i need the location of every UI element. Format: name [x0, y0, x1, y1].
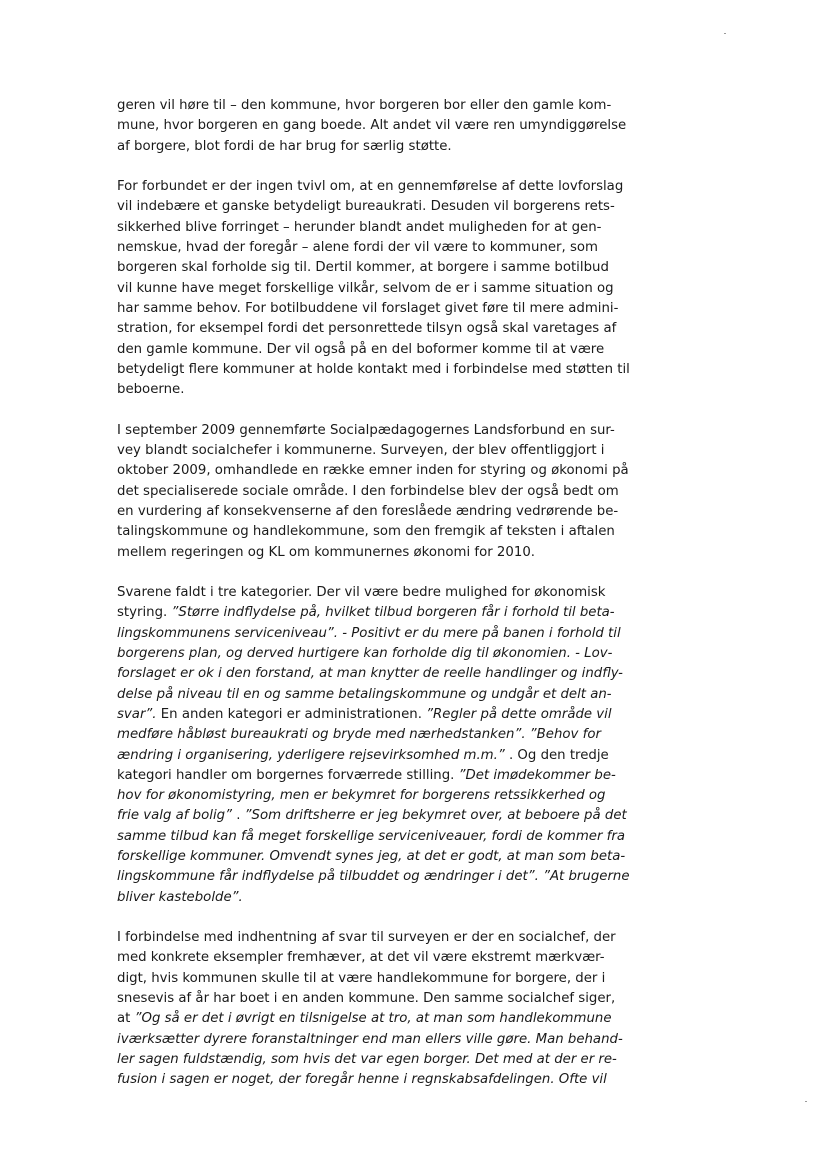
text-line — [117, 299, 677, 319]
italic-quote-segment: ”Det imødekommer be- — [458, 767, 616, 783]
scan-speck — [805, 1101, 807, 1102]
text-line — [117, 177, 677, 197]
text-segment: styring. — [117, 605, 172, 621]
text-line — [117, 461, 677, 481]
text-line — [117, 685, 677, 705]
italic-quote-segment: samme tilbud kan få meget forskellige serviceniveauer, fordi de kommer fra — [117, 828, 625, 844]
text-line — [117, 258, 677, 278]
italic-quote-segment: ler sagen fuldstændig, som hvis det var egen borger. Det med at der er re- — [117, 1051, 617, 1067]
paragraph — [117, 421, 677, 563]
text-segment: vil kunne have meget forskellige vilkår, selvom de er i samme situation og — [117, 280, 614, 296]
italic-quote-segment: fusion i sagen er noget, der foregår henne i regnskabsafdelingen. Ofte vil — [117, 1072, 607, 1088]
text-segment: For forbundet er der ingen tvivl om, at en gennemførelse af dette lovforslag — [117, 179, 624, 195]
text-segment: . — [231, 808, 245, 824]
text-line — [117, 888, 677, 908]
text-line — [117, 1070, 677, 1090]
italic-quote-segment: iværksætter dyrere foranstaltninger end man ellers ville gøre. Man behand- — [117, 1031, 623, 1047]
text-segment: det specialiserede sociale område. I den forbindelse blev der også bedt om — [117, 483, 619, 499]
text-line — [117, 644, 677, 664]
text-line — [117, 197, 677, 217]
scan-speck — [724, 33, 726, 34]
italic-quote-segment: ”Som driftsherre er jeg bekymret over, at beboere på det — [244, 808, 627, 824]
text-segment: vey blandt socialchefer i kommunerne. Surveyen, der blev offentliggjort i — [117, 443, 605, 459]
text-segment: snesevis af år har boet i en anden kommune. Den samme socialchef siger, — [117, 991, 616, 1007]
text-line — [117, 421, 677, 441]
text-line — [117, 96, 677, 116]
text-segment: betydeligt flere kommuner at holde kontakt med i forbindelse med støtten til — [117, 361, 630, 377]
text-segment: . Og den tredje — [504, 747, 609, 763]
text-line — [117, 238, 677, 258]
text-segment: vil indebære et ganske betydeligt bureaukrati. Desuden vil borgerens rets- — [117, 199, 615, 215]
text-line — [117, 522, 677, 542]
text-segment: geren vil høre til – den kommune, hvor borgeren bor eller den gamle kom- — [117, 98, 612, 113]
text-line — [117, 1030, 677, 1050]
text-line — [117, 137, 677, 157]
italic-quote-segment: ændring i organisering, yderligere rejsevirksomhed m.m.” — [117, 747, 505, 763]
text-segment: borgeren skal forholde sig til. Dertil kommer, at borgere i samme botilbud — [117, 260, 609, 276]
italic-quote-segment: frie valg af bolig” — [117, 808, 232, 824]
italic-quote-segment: delse på niveau til en og samme betalingskommune og undgår et delt an- — [117, 686, 612, 702]
text-line — [117, 664, 677, 684]
text-segment: en vurdering af konsekvenserne af den foreslåede ændring vedrørende be- — [117, 503, 619, 519]
italic-quote-segment: hov for økonomistyring, men er bekymret for borgerens retssikkerhed og — [117, 788, 606, 804]
italic-quote-segment: ”Og så er det i øvrigt en tilsnigelse at tro, at man som handlekommune — [134, 1011, 612, 1027]
text-segment: sikkerhed blive forringet – herunder blandt andet muligheden for at gen- — [117, 219, 602, 235]
text-line — [117, 989, 677, 1009]
text-segment: I september 2009 gennemførte Socialpædagogernes Landsforbund en sur- — [117, 422, 615, 438]
text-segment: En anden kategori er administrationen. — [156, 706, 427, 722]
paragraph — [117, 96, 677, 157]
italic-quote-segment: bliver kastebolde”. — [117, 889, 243, 905]
text-line — [117, 827, 677, 847]
text-line — [117, 279, 677, 299]
italic-quote-segment: forskellige kommuner. Omvendt synes jeg, at det er godt, at man som beta- — [117, 848, 626, 864]
text-line — [117, 116, 677, 136]
text-line — [117, 340, 677, 360]
text-segment: Svarene faldt i tre kategorier. Der vil være bedre mulighed for økonomisk — [117, 585, 606, 601]
text-segment: har samme behov. For botilbuddene vil forslaget givet føre til mere admini- — [117, 300, 619, 316]
text-line — [117, 766, 677, 786]
text-segment: mune, hvor borgeren en gang boede. Alt andet vil være ren umyndiggørelse — [117, 118, 627, 134]
text-line — [117, 746, 677, 766]
text-line — [117, 705, 677, 725]
text-segment: med konkrete eksempler fremhæver, at det vil være ekstremt mærkvær- — [117, 950, 605, 966]
paragraph — [117, 928, 677, 1090]
text-line — [117, 218, 677, 238]
text-line — [117, 319, 677, 339]
text-line — [117, 380, 677, 400]
text-segment: nemskue, hvad der foregår – alene fordi der vil være to kommuner, som — [117, 240, 598, 256]
text-line — [117, 482, 677, 502]
text-line — [117, 725, 677, 745]
text-line — [117, 1050, 677, 1070]
text-segment: af borgere, blot fordi de har brug for særlig støtte. — [117, 138, 452, 154]
text-segment: kategori handler om borgernes forværrede stilling. — [117, 767, 459, 783]
text-line — [117, 502, 677, 522]
document-body — [117, 96, 677, 1111]
text-segment: oktober 2009, omhandlede en række emner inden for styring og økonomi på — [117, 463, 629, 479]
text-line — [117, 948, 677, 968]
text-line — [117, 624, 677, 644]
text-segment: den gamle kommune. Der vil også på en del boformer komme til at være — [117, 341, 605, 357]
italic-quote-segment: ”Regler på dette område vil — [426, 706, 612, 722]
italic-quote-segment: medføre håbløst bureaukrati og bryde med nærhedstanken”. ”Behov for — [117, 727, 601, 743]
text-line — [117, 867, 677, 887]
text-segment: mellem regeringen og KL om kommunernes økonomi for 2010. — [117, 544, 536, 560]
italic-quote-segment: ”Større indflydelse på, hvilket tilbud borgeren får i forhold til beta- — [171, 605, 615, 621]
italic-quote-segment: forslaget er ok i den forstand, at man knytter de reelle handlinger og indfly- — [117, 666, 623, 682]
italic-quote-segment: lingskommune får indflydelse på tilbuddet og ændringer i det”. ”At brugerne — [117, 869, 630, 885]
text-line — [117, 543, 677, 563]
text-line — [117, 928, 677, 948]
text-line — [117, 1009, 677, 1029]
text-line — [117, 441, 677, 461]
text-segment: digt, hvis kommunen skulle til at være handlekommune for borgere, der i — [117, 970, 606, 986]
italic-quote-segment: borgerens plan, og derved hurtigere kan forholde dig til økonomien. - Lov- — [117, 646, 613, 662]
text-line — [117, 583, 677, 603]
text-segment: I forbindelse med indhentning af svar til surveyen er der en socialchef, der — [117, 930, 616, 946]
text-segment: at — [117, 1011, 135, 1027]
paragraph — [117, 583, 677, 908]
text-segment: talingskommune og handlekommune, som den fremgik af teksten i aftalen — [117, 524, 615, 540]
text-line — [117, 969, 677, 989]
text-line — [117, 847, 677, 867]
text-segment: beboerne. — [117, 382, 185, 398]
text-line — [117, 603, 677, 623]
text-line — [117, 786, 677, 806]
text-segment: stration, for eksempel fordi det personrettede tilsyn også skal varetages af — [117, 321, 617, 337]
italic-quote-segment: svar”. — [117, 706, 157, 722]
text-line — [117, 806, 677, 826]
paragraph — [117, 177, 677, 400]
italic-quote-segment: lingskommunens serviceniveau”. - Positivt er du mere på banen i forhold til — [117, 625, 621, 641]
text-line — [117, 360, 677, 380]
